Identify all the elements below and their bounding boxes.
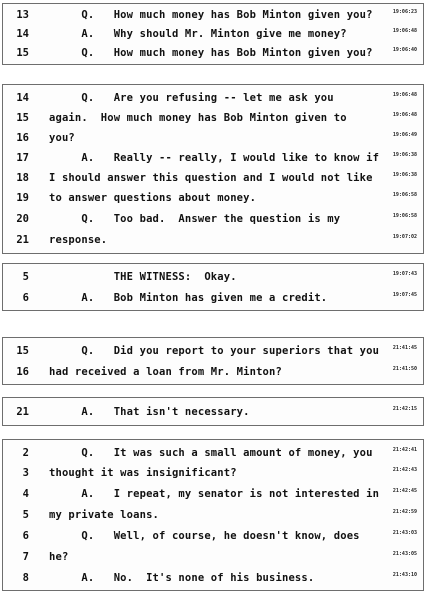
line-number: 21 xyxy=(16,406,29,418)
line-text: I should answer this question and I would not like xyxy=(49,172,373,184)
line-number: 15 xyxy=(16,345,29,357)
timestamp: 19:06:58 xyxy=(392,192,417,198)
line-text: Q. Well, of course, he doesn't know, does xyxy=(49,530,360,542)
transcript-line xyxy=(3,464,423,482)
line-number: 14 xyxy=(16,92,29,104)
line-number: 15 xyxy=(16,112,29,124)
line-text: A. Bob Minton has given me a credit. xyxy=(49,292,328,304)
timestamp: 21:42:59 xyxy=(392,509,417,515)
transcript-line xyxy=(3,444,423,462)
transcript-line xyxy=(3,403,423,421)
transcript-excerpt xyxy=(2,263,424,311)
transcript-line xyxy=(3,363,423,381)
transcript-line xyxy=(3,548,423,566)
line-number: 3 xyxy=(22,467,29,479)
line-number: 13 xyxy=(16,9,29,21)
line-number: 20 xyxy=(16,213,29,225)
line-number: 14 xyxy=(16,28,29,40)
transcript-line xyxy=(3,6,423,24)
line-number: 15 xyxy=(16,47,29,59)
line-number: 16 xyxy=(16,132,29,144)
timestamp: 21:42:41 xyxy=(392,447,417,453)
timestamp: 21:42:45 xyxy=(392,488,417,494)
timestamp: 21:41:50 xyxy=(392,366,417,372)
line-text: THE WITNESS: Okay. xyxy=(49,271,237,283)
line-text: Q. How much money has Bob Minton given you? xyxy=(49,47,373,59)
transcript-line xyxy=(3,210,423,228)
timestamp: 21:43:10 xyxy=(392,572,417,578)
timestamp: 19:06:38 xyxy=(392,152,417,158)
transcript-line xyxy=(3,569,423,587)
timestamp: 19:06:23 xyxy=(392,9,417,15)
timestamp: 21:42:15 xyxy=(392,406,417,412)
line-number: 6 xyxy=(22,530,29,542)
line-text: A. That isn't necessary. xyxy=(49,406,250,418)
transcript-line xyxy=(3,44,423,62)
timestamp: 19:06:48 xyxy=(392,92,417,98)
line-text: had received a loan from Mr. Minton? xyxy=(49,366,282,378)
transcript-line xyxy=(3,89,423,107)
transcript-line xyxy=(3,506,423,524)
line-number: 8 xyxy=(22,572,29,584)
line-text: Q. It was such a small amount of money, you xyxy=(49,447,373,459)
line-text: response. xyxy=(49,234,108,246)
line-text: Q. How much money has Bob Minton given you? xyxy=(49,9,373,21)
line-text: A. Really -- really, I would like to know if xyxy=(49,152,380,164)
timestamp: 21:42:43 xyxy=(392,467,417,473)
transcript-line xyxy=(3,129,423,147)
timestamp: 19:07:43 xyxy=(392,271,417,277)
transcript-line xyxy=(3,485,423,503)
timestamp: 19:06:58 xyxy=(392,213,417,219)
line-number: 2 xyxy=(22,447,29,459)
transcript-line xyxy=(3,25,423,43)
line-number: 18 xyxy=(16,172,29,184)
line-text: again. How much money has Bob Minton given to xyxy=(49,112,347,124)
transcript-excerpt xyxy=(2,84,424,254)
transcript-excerpt xyxy=(2,397,424,426)
line-text: Q. Did you report to your superiors that you xyxy=(49,345,380,357)
transcript-line xyxy=(3,149,423,167)
line-text: A. I repeat, my senator is not interested in xyxy=(49,488,380,500)
transcript-excerpt xyxy=(2,3,424,65)
transcript-line xyxy=(3,169,423,187)
line-text: Q. Are you refusing -- let me ask you xyxy=(49,92,334,104)
transcript-line xyxy=(3,231,423,249)
transcript-excerpt xyxy=(2,337,424,385)
transcript-line xyxy=(3,289,423,307)
line-text: thought it was insignificant? xyxy=(49,467,237,479)
timestamp: 19:07:45 xyxy=(392,292,417,298)
timestamp: 19:06:38 xyxy=(392,172,417,178)
line-number: 4 xyxy=(22,488,29,500)
line-number: 19 xyxy=(16,192,29,204)
line-text: Q. Too bad. Answer the question is my xyxy=(49,213,341,225)
line-text: you? xyxy=(49,132,75,144)
transcript-line xyxy=(3,189,423,207)
line-text: A. No. It's none of his business. xyxy=(49,572,315,584)
line-text: he? xyxy=(49,551,69,563)
line-text: to answer questions about money. xyxy=(49,192,257,204)
transcript-line xyxy=(3,268,423,286)
line-number: 16 xyxy=(16,366,29,378)
transcript-line xyxy=(3,527,423,545)
timestamp: 19:06:48 xyxy=(392,28,417,34)
transcript-line xyxy=(3,109,423,127)
timestamp: 19:06:48 xyxy=(392,112,417,118)
timestamp: 21:43:05 xyxy=(392,551,417,557)
timestamp: 21:41:45 xyxy=(392,345,417,351)
timestamp: 19:06:49 xyxy=(392,132,417,138)
line-text: A. Why should Mr. Minton give me money? xyxy=(49,28,347,40)
line-number: 5 xyxy=(22,509,29,521)
line-number: 5 xyxy=(22,271,29,283)
transcript-line xyxy=(3,342,423,360)
line-text: my private loans. xyxy=(49,509,160,521)
line-number: 21 xyxy=(16,234,29,246)
timestamp: 19:06:40 xyxy=(392,47,417,53)
line-number: 17 xyxy=(16,152,29,164)
timestamp: 19:07:02 xyxy=(392,234,417,240)
transcript-excerpt xyxy=(2,439,424,591)
timestamp: 21:43:03 xyxy=(392,530,417,536)
line-number: 7 xyxy=(22,551,29,563)
line-number: 6 xyxy=(22,292,29,304)
